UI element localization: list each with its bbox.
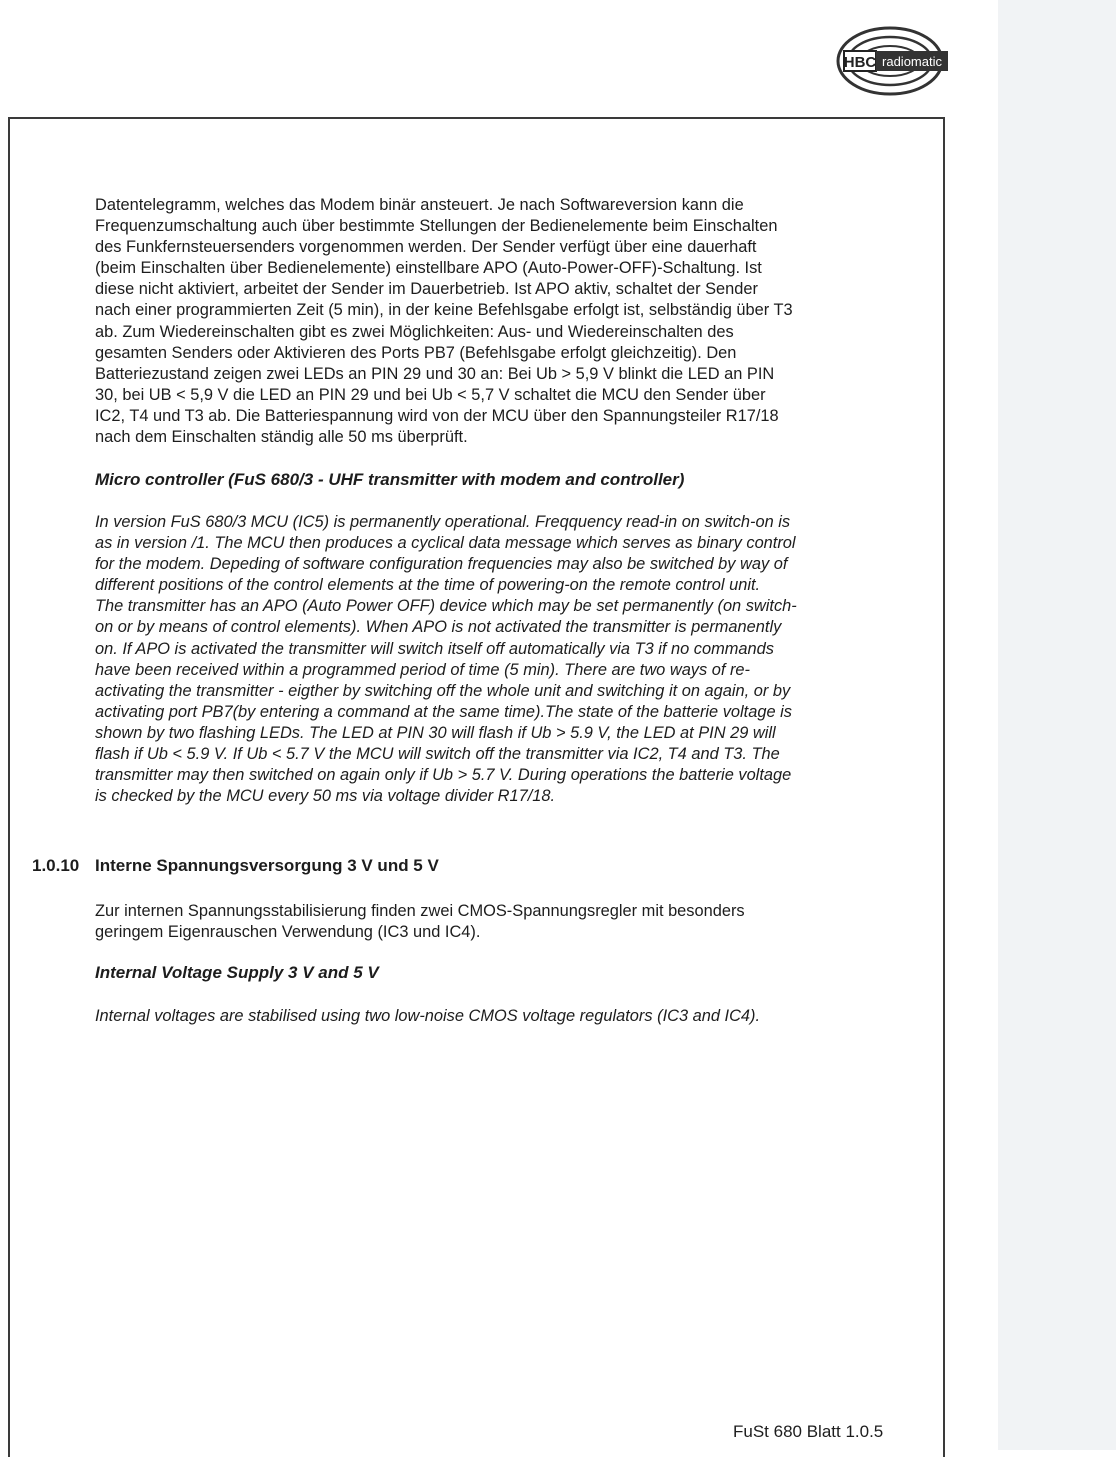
text-line: ab. Zum Wiedereinschalten gibt es zwei Möglichkeiten: Aus- und Wiedereinschalten des xyxy=(95,322,734,341)
text-line: have been received within a programmed period of time (5 min). There are two ways of re- xyxy=(95,660,751,679)
text-line: IC2, T4 und T3 ab. Die Batteriespannung wird von der MCU über den Spannungsteiler R17/18 xyxy=(95,406,779,425)
english-supply-description xyxy=(95,1006,760,1027)
text-line: Zur internen Spannungsstabilisierung finden zwei CMOS-Spannungsregler mit besonders xyxy=(95,902,745,920)
text-line: shown by two flashing LEDs. The LED at PIN 30 will flash if Ub > 5.9 V, the LED at PIN 29 will xyxy=(95,723,776,742)
text-line: In version FuS 680/3 MCU (IC5) is permanently operational. Freqquency read-in on switch-on is xyxy=(95,513,791,531)
micro-controller-description xyxy=(95,512,797,807)
text-line: transmitter may then switched on again only if Ub > 5.7 V. During operations the batterie voltage xyxy=(95,766,792,785)
text-line: Batteriezustand zeigen zwei LEDs an PIN 29 und 30 an: Bei Ub > 5,9 V blinkt die LED an PIN xyxy=(95,364,775,383)
text-line: (beim Einschalten über Bedienelemente) einstellbare APO (Auto-Power-OFF)-Schaltung. Ist xyxy=(95,259,762,278)
english-supply-heading: Internal Voltage Supply 3 V and 5 V xyxy=(95,963,379,982)
text-line: activating the transmitter - eigther by switching off the whole unit and switching it on again, or by xyxy=(95,681,791,700)
text-line: Frequenzumschaltung auch über bestimmte Stellungen der Bedienelemente beim Einschalten xyxy=(95,217,778,236)
page-footer: FuSt 680 Blatt 1.0.5 xyxy=(733,1422,884,1441)
text-line: Datentelegramm, welches das Modem binär ansteuert. Je nach Softwareversion kann die xyxy=(95,196,744,214)
text-line: Internal voltages are stabilised using two low-noise CMOS voltage regulators (IC3 and IC4). xyxy=(95,1007,761,1025)
text-line: des Funkfernsteuersenders vorgenommen werden. Der Sender verfügt über eine dauerhaft xyxy=(95,238,757,257)
text-line: on or by means of control elements). When APO is not activated the transmitter is permanently xyxy=(95,618,782,637)
text-line: nach dem Einschalten ständig alle 50 ms überprüft. xyxy=(95,428,468,447)
micro-controller-heading: Micro controller (FuS 680/3 - UHF transmitter with modem and controller) xyxy=(95,470,685,489)
text-line: for the modem. Depeding of software configuration frequencies may also be switched by way of xyxy=(95,555,788,574)
text-line: diese nicht aktiviert, arbeitet der Sender im Dauerbetrieb. Ist APO aktiv, schaltet der Sender xyxy=(95,280,758,299)
text-line: on. If APO is activated the transmitter will switch itself off automatically via T3 if no commands xyxy=(95,639,774,658)
text-line: The transmitter has an APO (Auto Power OFF) device which may be set permanently (on switch- xyxy=(95,597,797,616)
german-description xyxy=(95,195,793,448)
scan-margin xyxy=(998,0,1116,1450)
logo-radiomatic-text: radiomatic xyxy=(882,54,942,69)
text-line: 30, bei UB < 5,9 V die LED an PIN 29 und bei Ub < 5,7 V schaltet die MCU den Sender über xyxy=(95,385,766,404)
text-line: nach einer programmierten Zeit (5 min), in der keine Befehlsgabe erfolgt ist, selbständig über T3 xyxy=(95,301,793,320)
german-supply-description xyxy=(95,901,745,943)
text-line: different positions of the control elements at the time of powering-on the remote control unit. xyxy=(95,576,761,595)
text-line: activating port PB7(by entering a command at the same time).The state of the batterie voltage is xyxy=(95,702,792,721)
text-line: geringem Eigenrauschen Verwendung (IC3 und IC4). xyxy=(95,923,481,942)
text-line: as in version /1. The MCU then produces a cyclical data message which serves as binary control xyxy=(95,534,796,553)
section-number: 1.0.10 xyxy=(32,856,80,875)
text-line: flash if Ub < 5.9 V. If Ub < 5.7 V the MCU will switch off the transmitter via IC2, T4 and T3. The xyxy=(95,745,780,764)
text-line: is checked by the MCU every 50 ms via voltage divider R17/18. xyxy=(95,787,556,806)
hbc-radiomatic-logo xyxy=(834,24,950,98)
text-line: gesamten Senders oder Aktivieren des Ports PB7 (Befehlsgabe erfolgt gleichzeitig). Den xyxy=(95,343,737,362)
section-title: Interne Spannungsversorgung 3 V und 5 V xyxy=(95,856,439,875)
logo-hbc-text: HBC xyxy=(843,54,877,71)
